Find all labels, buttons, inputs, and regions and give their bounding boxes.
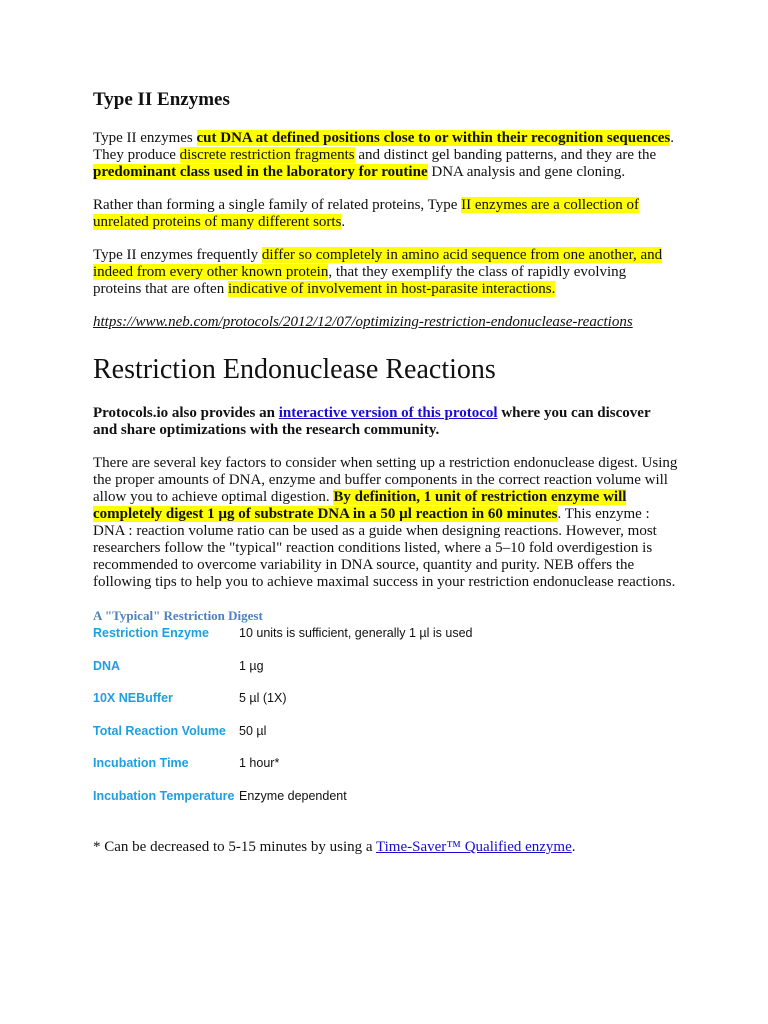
text-run: . They produce (93, 130, 675, 163)
table-key: Incubation Time (93, 756, 189, 770)
table-row (93, 659, 472, 692)
interactive-protocol-link[interactable]: interactive version of this protocol (278, 405, 498, 421)
table-value: Enzyme dependent (239, 788, 347, 803)
text-run: Protocols.io also provides an (93, 405, 279, 421)
highlight-run: predominant class used in the laboratory for routine (93, 164, 428, 180)
text-run: * Can be decreased to 5-15 minutes by using a (93, 839, 376, 855)
neb-protocol-url[interactable]: https://www.neb.com/protocols/2012/12/07/optimizing-restriction-endonuclease-reactions (93, 314, 633, 330)
table-row (93, 626, 472, 659)
table-row (93, 691, 472, 724)
digest-table-title: A "Typical" Restriction Digest (93, 608, 263, 623)
table-value: 1 hour* (239, 756, 280, 770)
highlight-run: differ so completely in amino acid sequence from one another, and indeed from every other known protein (93, 247, 663, 280)
time-saver-link[interactable]: Time-Saver™ Qualified enzyme (376, 839, 572, 855)
document-page (93, 88, 678, 856)
highlight-run: indicative of involvement in host-parasite interactions. (227, 281, 556, 297)
highlight-run: By definition, 1 unit of restriction enzyme will completely digest 1 µg of substrate DNA in a 50 µl reaction in 60 minutes (93, 489, 627, 522)
text-run: Type II enzymes (93, 130, 197, 146)
text-run: , that they exemplify the class of rapidly evolving proteins that are often (93, 264, 627, 297)
protocols-io-paragraph (93, 405, 678, 439)
text-run: where you can discover and share optimizations with the research community. (93, 405, 651, 438)
table-row (93, 756, 472, 789)
text-run: . This enzyme : DNA : reaction volume ratio can be used as a guide when designing reactions. However, most researchers follow the "typical" reaction conditions listed, where a 5–10 fold overdigestion is recommended to overcome variability in DNA source, quantity and purity. NEB offers the following tips to help you to achieve maximal success in your restriction endonuclease reactions. (93, 506, 676, 590)
table-value: 5 µl (1X) (239, 691, 287, 705)
table-row (93, 724, 472, 757)
type2-paragraph-3 (93, 247, 678, 298)
highlight-run: cut DNA at defined positions close to or within their recognition sequences (196, 130, 671, 146)
highlight-run: II enzymes are a collection of unrelated proteins of many different sorts (93, 197, 639, 230)
text-run: Type II enzymes frequently (93, 247, 262, 263)
text-run: . (341, 214, 346, 230)
table-key: DNA (93, 658, 121, 673)
restriction-reactions-heading: Restriction Endonuclease Reactions (93, 354, 496, 385)
digest-table (93, 626, 472, 821)
table-key: Total Reaction Volume (93, 723, 226, 738)
table-value: 10 units is sufficient, generally 1 µl is used (239, 626, 473, 640)
text-run: There are several key factors to consider when setting up a restriction endonuclease digest. Using the proper amounts of DNA, enzyme and buffer components in the correct reaction volume will allow you to achieve optimal digestion. (93, 455, 678, 505)
type2-paragraph-1 (93, 130, 678, 181)
table-key: 10X NEBuffer (93, 691, 173, 705)
text-run: . (571, 839, 576, 855)
highlight-run: discrete restriction fragments (179, 147, 355, 163)
type2-paragraph-2 (93, 197, 678, 231)
text-run: DNA analysis and gene cloning. (427, 164, 626, 180)
table-value: 1 µg (239, 658, 264, 673)
footnote (93, 839, 678, 856)
key-factors-paragraph (93, 455, 678, 591)
type2-heading: Type II Enzymes (93, 89, 230, 110)
text-run: and distinct gel banding patterns, and they are the (354, 147, 657, 163)
table-row (93, 789, 472, 822)
table-value: 50 µl (239, 723, 267, 738)
text-run: Rather than forming a single family of related proteins, Type (93, 197, 462, 213)
table-key: Restriction Enzyme (93, 626, 210, 640)
table-key: Incubation Temperature (93, 788, 235, 803)
